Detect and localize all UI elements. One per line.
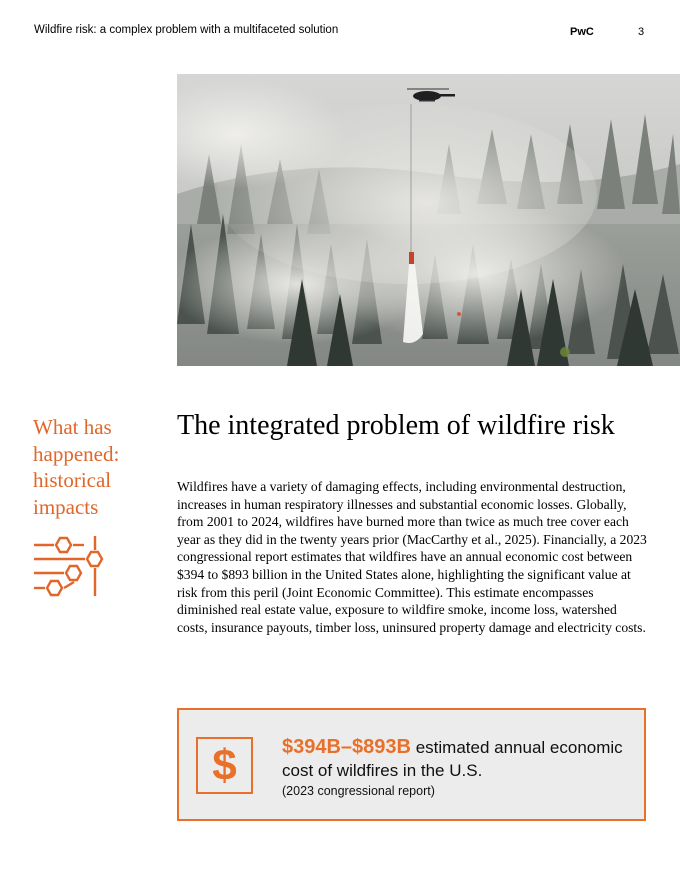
callout-figure: $394B–$893B [282, 736, 411, 758]
document-title: Wildfire risk: a complex problem with a multifaceted solution [34, 24, 339, 36]
callout-description: estimated annual economic cost of wildfires in the U.S. [282, 738, 623, 780]
callout-text [282, 736, 632, 800]
wildfire-photo [177, 74, 680, 366]
page-number: 3 [638, 26, 645, 38]
statistic-callout [177, 708, 646, 821]
section-sidebar-heading: What has happened: historical impacts [33, 415, 120, 519]
brand-name: PwC [570, 26, 594, 38]
wildfire-helicopter-photo [177, 74, 680, 366]
body-paragraph: Wildfires have a variety of damaging effects, including environmental destruction, increases in human respiratory illnesses and substantial economic losses. Globally, from 2001 to 2024, wildfires have burned more than twice as much tree cover each year as they did in the twenty years prior (MacCarthy et al., 2025). Financially, a 2023 congressional report estimates that wildfires have an annual economic cost between $394 to $893 billion in the United States alone, highlighting the significant value at risk from this peril (Joint Economic Committee). This estimate encompasses diminished real estate value, exposure to wildfire smoke, income loss, watershed costs, insurance payouts, timber loss, uninsured property damage and electricity costs. [177, 479, 647, 635]
hexagon-network-icon [30, 534, 110, 602]
dollar-icon: $ [196, 737, 253, 794]
callout-source-note: (2023 congressional report) [282, 784, 435, 798]
section-title: The integrated problem of wildfire risk [177, 410, 615, 441]
